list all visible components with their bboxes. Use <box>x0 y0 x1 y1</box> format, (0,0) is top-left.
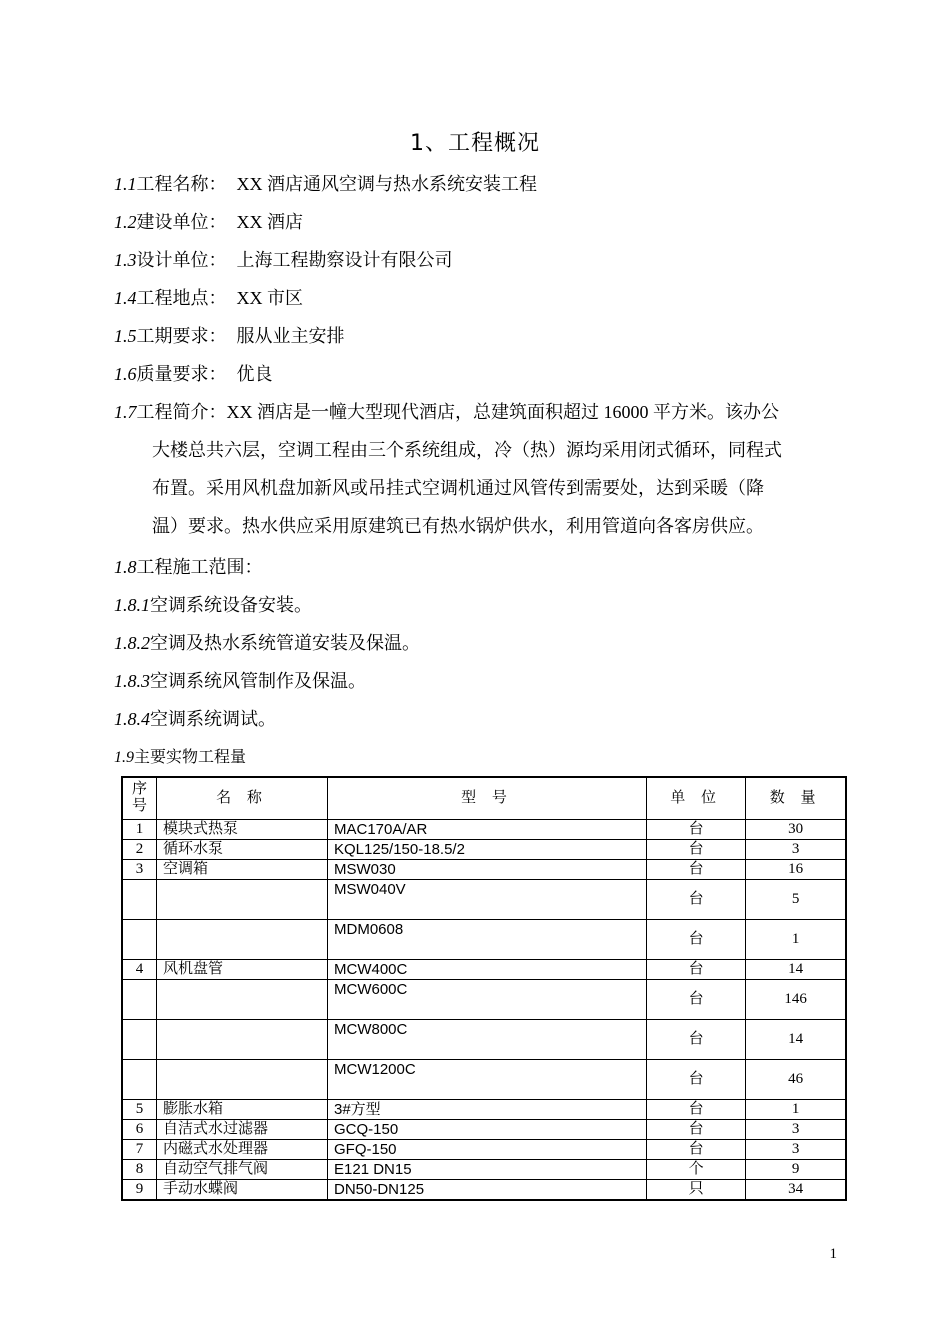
row-name <box>157 879 328 919</box>
row-name: 手动水蝶阀 <box>157 1179 328 1200</box>
row-seq <box>122 979 157 1019</box>
table-row <box>122 1159 846 1179</box>
header-unit: 单 位 <box>647 777 746 819</box>
row-name: 循环水泵 <box>157 839 328 859</box>
item-label: 工程地点： <box>136 288 227 308</box>
item-number: 1.4 <box>114 288 137 308</box>
item-label: 建设单位： <box>136 212 227 232</box>
row-qty: 3 <box>746 1139 846 1159</box>
info-line-owner <box>114 210 303 234</box>
row-model: DN50-DN125 <box>328 1179 647 1200</box>
item-number: 1.3 <box>114 250 137 270</box>
intro-line: 大楼总共六层，空调工程由三个系统组成，冷（热）源均采用闭式循环，同程式 <box>152 440 782 460</box>
item-number: 1.8.2 <box>114 633 150 653</box>
table-row <box>122 1119 846 1139</box>
row-qty: 3 <box>746 1119 846 1139</box>
row-name: 内磁式水处理器 <box>157 1139 328 1159</box>
item-value: 优良 <box>236 364 273 384</box>
item-value: 服从业主安排 <box>236 326 345 346</box>
row-unit: 个 <box>647 1159 746 1179</box>
scope-text: 工程施工范围： <box>136 557 263 577</box>
row-unit: 台 <box>647 1099 746 1119</box>
intro-line: 布置。采用风机盘加新风或吊挂式空调机通过风管传到需要处，达到采暖（降 <box>152 478 764 498</box>
item-number: 1.8.4 <box>114 709 150 729</box>
header-seq: 序号 <box>122 777 157 819</box>
row-qty: 14 <box>746 959 846 979</box>
row-unit: 台 <box>647 1059 746 1099</box>
table-row <box>122 879 846 919</box>
info-line-name <box>114 172 537 196</box>
table-row <box>122 919 846 959</box>
row-model: GCQ-150 <box>328 1119 647 1139</box>
row-model: E121 DN15 <box>328 1159 647 1179</box>
row-seq: 5 <box>122 1099 157 1119</box>
row-seq <box>122 919 157 959</box>
row-unit: 台 <box>647 819 746 839</box>
item-value: XX 市区 <box>236 288 303 308</box>
row-name: 自洁式水过滤器 <box>157 1119 328 1139</box>
row-seq: 9 <box>122 1179 157 1200</box>
row-name <box>157 919 328 959</box>
intro-line <box>114 400 836 438</box>
row-qty: 5 <box>746 879 846 919</box>
quantity-table <box>121 776 847 1201</box>
row-qty: 1 <box>746 1099 846 1119</box>
row-name <box>157 979 328 1019</box>
table-row <box>122 1019 846 1059</box>
item-label: 工期要求： <box>136 326 227 346</box>
item-label: 工程名称： <box>136 174 227 194</box>
row-model: MCW1200C <box>328 1059 647 1099</box>
intro-text: XX 酒店是一幢大型现代酒店，总建筑面积超过 16000 平方米。该办公 <box>226 402 779 422</box>
row-seq <box>122 1059 157 1099</box>
row-unit: 台 <box>647 839 746 859</box>
item-number: 1.8 <box>114 557 137 577</box>
row-seq: 4 <box>122 959 157 979</box>
header-name: 名 称 <box>157 777 328 819</box>
item-number: 1.8.1 <box>114 595 150 615</box>
row-qty: 46 <box>746 1059 846 1099</box>
row-qty: 30 <box>746 819 846 839</box>
page-title: 1、工程概况 <box>410 131 540 156</box>
row-qty: 1 <box>746 919 846 959</box>
row-model: MSW030 <box>328 859 647 879</box>
table-row <box>122 839 846 859</box>
item-value: 上海工程勘察设计有限公司 <box>236 250 453 270</box>
row-model: GFQ-150 <box>328 1139 647 1159</box>
row-model: KQL125/150-18.5/2 <box>328 839 647 859</box>
row-model: MSW040V <box>328 879 647 919</box>
info-line-designer <box>114 248 453 272</box>
row-name: 模块式热泵 <box>157 819 328 839</box>
scope-item <box>114 631 420 655</box>
row-qty: 16 <box>746 859 846 879</box>
item-value: XX 酒店通风空调与热水系统安装工程 <box>236 174 537 194</box>
row-name <box>157 1059 328 1099</box>
item-number: 1.7 <box>114 402 137 422</box>
row-name: 膨胀水箱 <box>157 1099 328 1119</box>
row-name <box>157 1019 328 1059</box>
table-row <box>122 1099 846 1119</box>
row-seq <box>122 1019 157 1059</box>
item-label: 工程简介： <box>136 402 227 422</box>
row-unit: 台 <box>647 919 746 959</box>
row-seq: 6 <box>122 1119 157 1139</box>
table-row <box>122 959 846 979</box>
row-unit: 台 <box>647 859 746 879</box>
row-seq: 2 <box>122 839 157 859</box>
scope-heading <box>114 555 263 579</box>
row-seq: 8 <box>122 1159 157 1179</box>
row-model: 3#方型 <box>328 1099 647 1119</box>
item-number: 1.1 <box>114 174 137 194</box>
table-row <box>122 1139 846 1159</box>
row-qty: 9 <box>746 1159 846 1179</box>
item-number: 1.6 <box>114 364 137 384</box>
row-unit: 台 <box>647 1119 746 1139</box>
table-caption <box>114 746 246 770</box>
row-seq: 3 <box>122 859 157 879</box>
table-header-row <box>122 777 846 819</box>
row-unit: 台 <box>647 1139 746 1159</box>
row-model: MDM0608 <box>328 919 647 959</box>
row-unit: 台 <box>647 879 746 919</box>
row-name: 空调箱 <box>157 859 328 879</box>
row-model: MAC170A/AR <box>328 819 647 839</box>
item-number: 1.2 <box>114 212 137 232</box>
row-unit: 台 <box>647 1019 746 1059</box>
item-label: 设计单位： <box>136 250 227 270</box>
row-unit: 台 <box>647 979 746 1019</box>
info-line-location <box>114 286 303 310</box>
row-name: 自动空气排气阀 <box>157 1159 328 1179</box>
table-row <box>122 819 846 839</box>
row-name: 风机盘管 <box>157 959 328 979</box>
scope-text: 空调系统调试。 <box>150 709 276 729</box>
table-row <box>122 979 846 1019</box>
item-number: 1.5 <box>114 326 137 346</box>
info-line-quality <box>114 362 273 386</box>
info-line-schedule <box>114 324 345 348</box>
row-seq <box>122 879 157 919</box>
header-qty: 数 量 <box>746 777 846 819</box>
row-model: MCW400C <box>328 959 647 979</box>
row-qty: 146 <box>746 979 846 1019</box>
row-seq: 7 <box>122 1139 157 1159</box>
table-row <box>122 1059 846 1099</box>
scope-text: 空调系统风管制作及保温。 <box>150 671 366 691</box>
item-label: 质量要求： <box>136 364 227 384</box>
row-seq: 1 <box>122 819 157 839</box>
project-intro <box>114 400 836 552</box>
row-model: MCW600C <box>328 979 647 1019</box>
table-row <box>122 1179 846 1200</box>
header-model: 型 号 <box>328 777 647 819</box>
row-qty: 14 <box>746 1019 846 1059</box>
row-qty: 34 <box>746 1179 846 1200</box>
scope-item <box>114 593 312 617</box>
scope-text: 空调系统设备安装。 <box>150 595 312 615</box>
row-model: MCW800C <box>328 1019 647 1059</box>
row-unit: 台 <box>647 959 746 979</box>
caption-text: 主要实物工程量 <box>134 749 247 766</box>
row-unit: 只 <box>647 1179 746 1200</box>
item-number: 1.8.3 <box>114 671 150 691</box>
item-number: 1.9 <box>114 749 134 766</box>
row-qty: 3 <box>746 839 846 859</box>
scope-item <box>114 707 276 731</box>
item-value: XX 酒店 <box>236 212 303 232</box>
scope-text: 空调及热水系统管道安装及保温。 <box>150 633 420 653</box>
intro-line: 温）要求。热水供应采用原建筑已有热水锅炉供水，利用管道向各客房供应。 <box>152 516 764 536</box>
page-number: 1 <box>829 1246 837 1262</box>
table-row <box>122 859 846 879</box>
scope-item <box>114 669 366 693</box>
